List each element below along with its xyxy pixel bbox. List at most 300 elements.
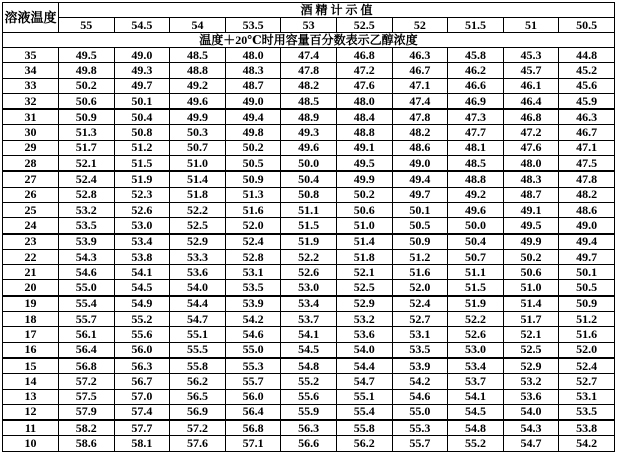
table-body: [3, 48, 615, 452]
concentration-cell: 53.5: [225, 280, 281, 296]
concentration-cell: 50.4: [448, 234, 504, 250]
concentration-cell: 54.1: [114, 265, 170, 280]
table-row: [3, 374, 615, 389]
concentration-cell: 53.1: [559, 389, 615, 404]
concentration-cell: 55.3: [392, 420, 448, 436]
concentration-cell: 50.3: [170, 125, 226, 140]
concentration-cell: 48.2: [392, 125, 448, 140]
concentration-cell: 56.7: [114, 374, 170, 389]
concentration-cell: 46.2: [448, 63, 504, 78]
concentration-cell: 51.5: [448, 280, 504, 296]
concentration-cell: 53.3: [170, 249, 226, 264]
concentration-cell: 57.4: [114, 404, 170, 420]
concentration-cell: 52.5: [336, 280, 392, 296]
concentration-cell: 50.1: [114, 93, 170, 109]
concentration-cell: 57.0: [114, 389, 170, 404]
concentration-cell: 52.2: [448, 312, 504, 327]
concentration-cell: 56.0: [225, 389, 281, 404]
concentration-cell: 48.2: [281, 78, 337, 93]
concentration-cell: 54.7: [336, 374, 392, 389]
concentration-cell: 51.2: [114, 140, 170, 155]
table-row: [3, 109, 615, 125]
concentration-cell: 48.4: [336, 109, 392, 125]
concentration-cell: 50.6: [336, 202, 392, 217]
concentration-cell: 57.2: [59, 374, 115, 389]
table-row: [3, 436, 615, 451]
concentration-cell: 52.0: [225, 218, 281, 234]
concentration-cell: 56.2: [170, 374, 226, 389]
concentration-cell: 56.4: [59, 342, 115, 358]
temperature-cell: 28: [3, 156, 59, 172]
concentration-cell: 54.1: [281, 327, 337, 342]
concentration-cell: 48.7: [503, 187, 559, 202]
column-header-row: [3, 18, 615, 33]
concentration-cell: 54.0: [336, 342, 392, 358]
temperature-cell: 16: [3, 342, 59, 358]
concentration-cell: 44.8: [559, 48, 615, 63]
table-row: [3, 358, 615, 374]
concentration-cell: 53.9: [225, 296, 281, 312]
concentration-cell: 51.3: [59, 125, 115, 140]
concentration-cell: 49.1: [503, 202, 559, 217]
hydrometer-reading-header: 酒 精 计 示 值: [59, 3, 615, 18]
concentration-cell: 53.5: [392, 342, 448, 358]
concentration-cell: 46.8: [336, 48, 392, 63]
concentration-cell: 48.0: [225, 48, 281, 63]
concentration-cell: 52.6: [114, 202, 170, 217]
concentration-cell: 50.8: [114, 125, 170, 140]
concentration-cell: 45.2: [559, 63, 615, 78]
concentration-cell: 58.2: [59, 420, 115, 436]
concentration-cell: 57.6: [170, 436, 226, 451]
column-header: 54.5: [114, 18, 170, 33]
concentration-cell: 51.5: [281, 218, 337, 234]
concentration-cell: 53.8: [114, 249, 170, 264]
concentration-cell: 49.5: [503, 218, 559, 234]
concentration-cell: 47.8: [559, 171, 615, 187]
concentration-cell: 47.1: [392, 78, 448, 93]
concentration-cell: 54.5: [114, 280, 170, 296]
table-row: [3, 156, 615, 172]
table-row: [3, 342, 615, 358]
column-header: 55: [59, 18, 115, 33]
concentration-cell: 48.5: [448, 156, 504, 172]
table-row: [3, 63, 615, 78]
table-row: [3, 296, 615, 312]
temperature-cell: 15: [3, 358, 59, 374]
concentration-cell: 49.8: [225, 125, 281, 140]
concentration-cell: 53.2: [59, 202, 115, 217]
concentration-cell: 53.4: [114, 234, 170, 250]
concentration-cell: 56.1: [59, 327, 115, 342]
temperature-cell: 17: [3, 327, 59, 342]
table-row: [3, 404, 615, 420]
concentration-cell: 55.4: [336, 404, 392, 420]
temperature-cell: 14: [3, 374, 59, 389]
concentration-cell: 55.6: [281, 389, 337, 404]
concentration-cell: 48.7: [225, 78, 281, 93]
concentration-cell: 49.2: [448, 187, 504, 202]
concentration-cell: 51.6: [225, 202, 281, 217]
concentration-cell: 47.6: [503, 140, 559, 155]
concentration-cell: 50.4: [114, 109, 170, 125]
concentration-cell: 45.3: [503, 48, 559, 63]
concentration-cell: 56.6: [281, 436, 337, 451]
concentration-cell: 51.9: [448, 296, 504, 312]
concentration-cell: 55.0: [225, 342, 281, 358]
concentration-cell: 49.6: [170, 93, 226, 109]
concentration-cell: 54.7: [170, 312, 226, 327]
concentration-cell: 53.2: [336, 312, 392, 327]
concentration-cell: 51.8: [336, 249, 392, 264]
concentration-cell: 55.7: [59, 312, 115, 327]
concentration-cell: 58.1: [114, 436, 170, 451]
concentration-cell: 50.5: [392, 218, 448, 234]
table-row: [3, 93, 615, 109]
concentration-cell: 53.6: [336, 327, 392, 342]
concentration-cell: 50.7: [170, 140, 226, 155]
concentration-cell: 49.6: [281, 140, 337, 155]
concentration-cell: 52.4: [59, 171, 115, 187]
concentration-cell: 47.4: [392, 93, 448, 109]
concentration-cell: 47.5: [559, 156, 615, 172]
temperature-cell: 13: [3, 389, 59, 404]
concentration-cell: 49.4: [559, 234, 615, 250]
table-row: [3, 280, 615, 296]
concentration-cell: 55.5: [170, 342, 226, 358]
table-row: [3, 78, 615, 93]
concentration-cell: 54.5: [281, 342, 337, 358]
concentration-subheader: 温度＋20℃时用容量百分数表示乙醇浓度: [3, 33, 615, 48]
concentration-cell: 56.2: [336, 436, 392, 451]
concentration-cell: 54.3: [503, 420, 559, 436]
solution-temperature-header-label: 溶液温度: [4, 9, 57, 25]
table-row: [3, 249, 615, 264]
concentration-cell: 46.9: [448, 93, 504, 109]
table-row: [3, 125, 615, 140]
concentration-cell: 53.9: [392, 358, 448, 374]
concentration-cell: 54.0: [503, 404, 559, 420]
temperature-cell: 22: [3, 249, 59, 264]
temperature-cell: 29: [3, 140, 59, 155]
concentration-cell: 45.6: [559, 78, 615, 93]
concentration-cell: 56.5: [170, 389, 226, 404]
concentration-cell: 56.8: [59, 358, 115, 374]
concentration-cell: 47.2: [503, 125, 559, 140]
concentration-cell: 54.2: [392, 374, 448, 389]
concentration-cell: 54.9: [114, 296, 170, 312]
concentration-cell: 54.3: [59, 249, 115, 264]
concentration-cell: 51.2: [392, 249, 448, 264]
concentration-cell: 48.6: [559, 202, 615, 217]
temperature-cell: 23: [3, 234, 59, 250]
concentration-cell: 47.7: [448, 125, 504, 140]
concentration-cell: 48.3: [503, 171, 559, 187]
concentration-cell: 51.6: [392, 265, 448, 280]
temperature-cell: 33: [3, 78, 59, 93]
concentration-cell: 55.7: [225, 374, 281, 389]
concentration-cell: 52.2: [170, 202, 226, 217]
concentration-cell: 49.2: [170, 78, 226, 93]
concentration-cell: 46.7: [392, 63, 448, 78]
alcohol-correction-table: [2, 2, 615, 452]
concentration-cell: 51.8: [170, 187, 226, 202]
concentration-cell: 48.0: [336, 93, 392, 109]
concentration-cell: 48.8: [170, 63, 226, 78]
temperature-cell: 35: [3, 48, 59, 63]
concentration-cell: 46.6: [448, 78, 504, 93]
concentration-cell: 50.6: [503, 265, 559, 280]
concentration-cell: 55.9: [281, 404, 337, 420]
concentration-cell: 52.1: [59, 156, 115, 172]
concentration-cell: 48.9: [281, 109, 337, 125]
concentration-cell: 50.9: [225, 171, 281, 187]
table-row: [3, 420, 615, 436]
concentration-cell: 49.0: [559, 218, 615, 234]
concentration-cell: 45.8: [448, 48, 504, 63]
concentration-cell: 48.5: [281, 93, 337, 109]
concentration-cell: 51.6: [559, 327, 615, 342]
temperature-cell: 10: [3, 436, 59, 451]
concentration-cell: 54.6: [59, 265, 115, 280]
concentration-cell: 53.1: [392, 327, 448, 342]
concentration-cell: 52.1: [336, 265, 392, 280]
concentration-cell: 48.5: [170, 48, 226, 63]
temperature-cell: 27: [3, 171, 59, 187]
concentration-cell: 53.7: [281, 312, 337, 327]
table-row: [3, 202, 615, 217]
temperature-cell: 26: [3, 187, 59, 202]
column-header: 53: [281, 18, 337, 33]
concentration-cell: 53.2: [503, 374, 559, 389]
concentration-cell: 50.2: [59, 78, 115, 93]
concentration-cell: 52.5: [170, 218, 226, 234]
column-header: 52: [392, 18, 448, 33]
concentration-cell: 52.9: [503, 358, 559, 374]
concentration-cell: 50.0: [448, 218, 504, 234]
concentration-cell: 55.0: [392, 404, 448, 420]
concentration-cell: 51.1: [281, 202, 337, 217]
concentration-cell: 55.4: [59, 296, 115, 312]
concentration-cell: 54.5: [448, 404, 504, 420]
concentration-cell: 52.3: [114, 187, 170, 202]
concentration-cell: 56.4: [225, 404, 281, 420]
concentration-cell: 54.2: [225, 312, 281, 327]
concentration-cell: 49.9: [503, 234, 559, 250]
column-header: 54: [170, 18, 226, 33]
concentration-cell: 46.7: [559, 125, 615, 140]
concentration-cell: 51.1: [448, 265, 504, 280]
column-header: 51: [503, 18, 559, 33]
table-row: [3, 265, 615, 280]
concentration-cell: 53.8: [559, 420, 615, 436]
table-row: [3, 140, 615, 155]
concentration-cell: 57.2: [170, 420, 226, 436]
concentration-cell: 51.4: [336, 234, 392, 250]
concentration-cell: 47.6: [336, 78, 392, 93]
concentration-cell: 46.3: [392, 48, 448, 63]
concentration-cell: 50.1: [559, 265, 615, 280]
concentration-cell: 47.8: [392, 109, 448, 125]
concentration-cell: 52.1: [503, 327, 559, 342]
concentration-cell: 54.1: [448, 389, 504, 404]
concentration-cell: 50.5: [225, 156, 281, 172]
concentration-cell: 51.4: [503, 296, 559, 312]
concentration-cell: 49.9: [170, 109, 226, 125]
concentration-cell: 52.0: [559, 342, 615, 358]
concentration-cell: 52.0: [392, 280, 448, 296]
concentration-cell: 49.6: [448, 202, 504, 217]
concentration-cell: 49.5: [59, 48, 115, 63]
concentration-cell: 52.4: [392, 296, 448, 312]
concentration-cell: 48.2: [559, 187, 615, 202]
concentration-cell: 53.6: [170, 265, 226, 280]
concentration-cell: 49.7: [392, 187, 448, 202]
temperature-cell: 20: [3, 280, 59, 296]
temperature-cell: 19: [3, 296, 59, 312]
table-row: [3, 312, 615, 327]
concentration-cell: 49.1: [336, 140, 392, 155]
concentration-cell: 51.0: [503, 280, 559, 296]
concentration-cell: 56.9: [170, 404, 226, 420]
concentration-cell: 49.3: [281, 125, 337, 140]
concentration-cell: 49.0: [225, 93, 281, 109]
concentration-cell: 55.0: [59, 280, 115, 296]
concentration-cell: 56.8: [225, 420, 281, 436]
concentration-cell: 49.3: [114, 63, 170, 78]
concentration-cell: 46.1: [503, 78, 559, 93]
temperature-cell: 30: [3, 125, 59, 140]
concentration-cell: 48.8: [336, 125, 392, 140]
concentration-cell: 54.2: [559, 436, 615, 451]
concentration-cell: 47.1: [559, 140, 615, 155]
concentration-cell: 50.2: [336, 187, 392, 202]
concentration-cell: 51.7: [503, 312, 559, 327]
concentration-cell: 53.6: [503, 389, 559, 404]
concentration-cell: 50.2: [503, 249, 559, 264]
concentration-cell: 50.5: [559, 280, 615, 296]
concentration-cell: 51.9: [114, 171, 170, 187]
concentration-cell: 49.4: [392, 171, 448, 187]
concentration-cell: 55.2: [114, 312, 170, 327]
concentration-cell: 51.2: [559, 312, 615, 327]
concentration-cell: 53.4: [281, 296, 337, 312]
concentration-cell: 57.7: [114, 420, 170, 436]
concentration-cell: 46.4: [503, 93, 559, 109]
solution-temperature-header: [3, 3, 59, 33]
concentration-cell: 54.8: [281, 358, 337, 374]
concentration-cell: 48.3: [225, 63, 281, 78]
concentration-cell: 49.9: [336, 171, 392, 187]
concentration-cell: 53.0: [281, 280, 337, 296]
concentration-cell: 51.7: [59, 140, 115, 155]
concentration-cell: 53.0: [114, 218, 170, 234]
concentration-cell: 55.3: [225, 358, 281, 374]
concentration-cell: 50.2: [225, 140, 281, 155]
concentration-cell: 52.7: [559, 374, 615, 389]
concentration-cell: 52.6: [281, 265, 337, 280]
concentration-cell: 52.4: [225, 234, 281, 250]
concentration-cell: 51.0: [336, 218, 392, 234]
concentration-cell: 57.9: [59, 404, 115, 420]
concentration-cell: 51.3: [225, 187, 281, 202]
concentration-cell: 47.8: [281, 63, 337, 78]
concentration-cell: 54.6: [392, 389, 448, 404]
concentration-cell: 54.4: [170, 296, 226, 312]
concentration-cell: 47.4: [281, 48, 337, 63]
table-row: [3, 389, 615, 404]
concentration-cell: 55.1: [170, 327, 226, 342]
temperature-cell: 24: [3, 218, 59, 234]
concentration-cell: 50.9: [559, 296, 615, 312]
concentration-cell: 53.7: [448, 374, 504, 389]
concentration-cell: 54.8: [448, 420, 504, 436]
temperature-cell: 11: [3, 420, 59, 436]
concentration-cell: 51.5: [114, 156, 170, 172]
concentration-cell: 50.7: [448, 249, 504, 264]
concentration-cell: 53.0: [448, 342, 504, 358]
concentration-cell: 55.8: [336, 420, 392, 436]
concentration-cell: 49.7: [114, 78, 170, 93]
temperature-cell: 25: [3, 202, 59, 217]
temperature-cell: 31: [3, 109, 59, 125]
concentration-cell: 56.0: [114, 342, 170, 358]
table-row: [3, 327, 615, 342]
concentration-cell: 54.0: [170, 280, 226, 296]
concentration-cell: 48.8: [448, 171, 504, 187]
concentration-cell: 50.9: [392, 234, 448, 250]
table-row: [3, 171, 615, 187]
concentration-cell: 56.3: [114, 358, 170, 374]
concentration-cell: 58.6: [59, 436, 115, 451]
column-header: 50.5: [559, 18, 615, 33]
concentration-cell: 49.4: [225, 109, 281, 125]
concentration-cell: 50.4: [281, 171, 337, 187]
concentration-cell: 55.1: [336, 389, 392, 404]
concentration-cell: 48.1: [448, 140, 504, 155]
concentration-cell: 46.8: [503, 109, 559, 125]
concentration-cell: 47.3: [448, 109, 504, 125]
concentration-cell: 52.2: [281, 249, 337, 264]
column-header: 53.5: [225, 18, 281, 33]
concentration-cell: 55.8: [170, 358, 226, 374]
concentration-cell: 55.7: [392, 436, 448, 451]
concentration-cell: 49.8: [59, 63, 115, 78]
concentration-cell: 53.5: [59, 218, 115, 234]
concentration-cell: 55.6: [114, 327, 170, 342]
concentration-cell: 52.8: [59, 187, 115, 202]
concentration-cell: 51.4: [170, 171, 226, 187]
concentration-cell: 53.5: [559, 404, 615, 420]
column-header: 52.5: [336, 18, 392, 33]
concentration-cell: 49.5: [336, 156, 392, 172]
concentration-cell: 52.5: [503, 342, 559, 358]
table-row: [3, 187, 615, 202]
table-row: [3, 48, 615, 63]
concentration-cell: 49.0: [114, 48, 170, 63]
concentration-cell: 49.7: [559, 249, 615, 264]
concentration-cell: 48.0: [503, 156, 559, 172]
concentration-cell: 52.6: [448, 327, 504, 342]
concentration-cell: 52.9: [170, 234, 226, 250]
temperature-cell: 21: [3, 265, 59, 280]
concentration-cell: 53.9: [59, 234, 115, 250]
concentration-cell: 54.7: [503, 436, 559, 451]
concentration-cell: 50.6: [59, 93, 115, 109]
concentration-cell: 52.4: [559, 358, 615, 374]
concentration-cell: 52.9: [336, 296, 392, 312]
concentration-cell: 57.1: [225, 436, 281, 451]
